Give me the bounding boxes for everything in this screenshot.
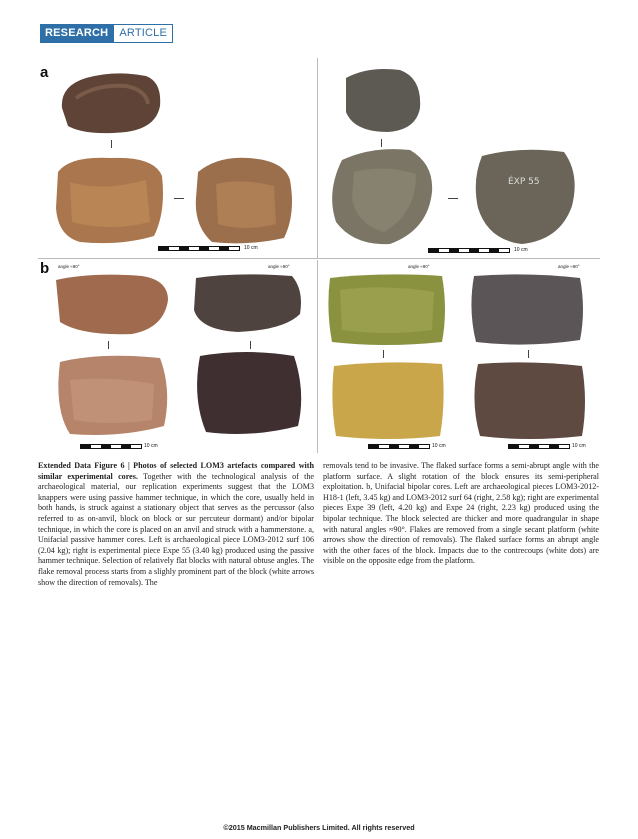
artefact-expe24-face	[468, 358, 590, 442]
panel-divider	[317, 260, 318, 453]
artefact-lom3-106-face	[50, 152, 168, 248]
scale-label: 10 cm	[432, 443, 446, 449]
angle-label: angle ≈90°	[268, 264, 290, 269]
separator-dash	[174, 198, 184, 199]
caption-right-column	[323, 461, 599, 567]
artefact-expe55-face	[324, 144, 440, 248]
artefact-expe55-side	[468, 144, 584, 248]
artefact-expe55-top	[338, 64, 426, 136]
scale-bar	[80, 444, 142, 449]
artefact-lom3-64-top	[188, 270, 306, 334]
artefact-lom3-106-side	[188, 154, 298, 248]
caption-left-column	[38, 461, 314, 588]
view-separator	[383, 350, 384, 358]
view-separator	[528, 350, 529, 358]
article-type-label: ARTICLE	[113, 24, 173, 43]
artefact-lom3-h18-1-top	[52, 270, 172, 338]
scale-bar	[158, 246, 240, 251]
separator-dash	[448, 198, 458, 199]
artefact-expe24-top	[466, 270, 588, 348]
artefact-lom3-h18-1-face	[50, 350, 174, 440]
article-badge	[40, 24, 173, 43]
caption-left-body: Together with the technological analysis of the archaeological material, our replication experiments suggest that the LOM3 knappers were using passive hammer technique, in which the core, usually held in both hands, is struck against a stationary object that serves as the percussor (also referred to as on-anvil, block on block or sur percuteur dormant) and/or bipolar technique, in which the core is placed on an anvil and struck with a hammerstone. a, Unifacial passive hammer cores. Left is archaeological piece LOM3-2012 surf 106 (2.04 kg); right is experimental piece Expe 55 (3.40 kg) produced using the passive hammer technique. Selection of relatively flat blocks with natural obtuse angles. The flake removal process starts from a slighly prominent part of the block (white arrows show the direction of removals). The	[38, 471, 314, 587]
copyright-footer: ©2015 Macmillan Publishers Limited. All rights reserved	[223, 823, 415, 832]
panel-divider	[38, 258, 600, 259]
panel-divider	[317, 58, 318, 258]
artefact-expe39-top	[324, 270, 450, 348]
scale-bar	[368, 444, 430, 449]
scale-label: 10 cm	[514, 247, 528, 253]
scale-bar	[508, 444, 570, 449]
figure	[38, 58, 600, 453]
scale-label: 10 cm	[572, 443, 586, 449]
view-separator	[111, 140, 112, 148]
scale-label: 10 cm	[244, 245, 258, 251]
panel-a-label: a	[40, 64, 49, 81]
section-label: RESEARCH	[40, 24, 113, 43]
caption-right-body: removals tend to be invasive. The flaked surface forms a semi-abrupt angle with the platform surface. A slight rotation of the block ensures its semi-peripheral exploitation. b, Unifacial bipolar cores. Left are archaeological pieces LOM3-2012-H18-1 (left, 3.45 kg) and LOM3-2012 surf 64 (right, 2.58 kg); right are experimental pieces Expe 39 (left, 4.20 kg) and Expe 24 (right, 2.23 kg) produced using the bipolar technique. The block selected are thicker and more quadrangular in shape with natural angles ≈90°. Flakes are removed from a single secant platform (white arrows show the direction of removals). The flaked surface forms an abrupt angle with the other faces of the block. Impacts due to the contrecoups (white dots) are visible on the opposite edge from the platform.	[323, 461, 599, 566]
artefact-expe39-face	[328, 358, 448, 442]
scale-bar	[428, 248, 510, 253]
artefact-lom3-106-top	[56, 68, 166, 138]
artefact-lom3-64-face	[186, 346, 308, 440]
panel-b-label: b	[40, 260, 50, 277]
caption-title: Extended Data Figure 6 | Photos of selected LOM3 artefacts compared with similar experimental cores.	[38, 461, 314, 481]
angle-label: angle ≈90°	[58, 264, 80, 269]
angle-label: angle ≈90°	[558, 264, 580, 269]
view-separator	[108, 341, 109, 349]
angle-label: angle ≈90°	[408, 264, 430, 269]
scale-label: 10 cm	[144, 443, 158, 449]
svg-text:ÉXP 55: ÉXP 55	[508, 177, 540, 187]
